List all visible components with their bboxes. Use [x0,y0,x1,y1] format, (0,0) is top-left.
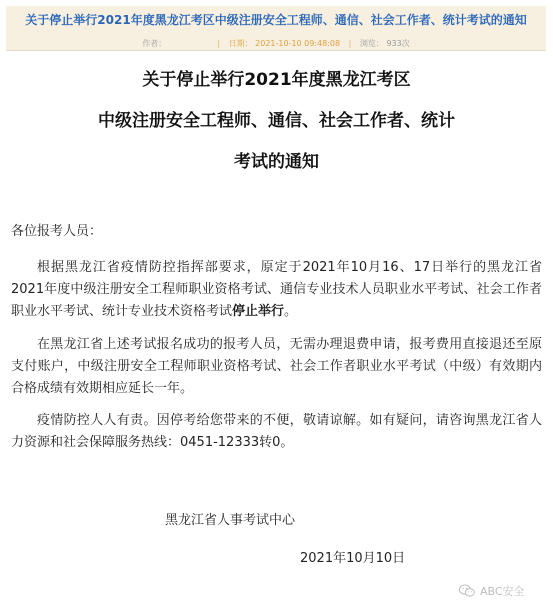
signature-date: 2021年10月10日 [300,551,406,566]
watermark-text: ABC安全 [480,585,525,598]
meta-separator: | [217,39,221,48]
salutation: 各位报考人员： [11,224,103,239]
views-label: 浏览： [359,39,384,48]
article-title: 关于停止举行2021年度黑龙江考区中级注册安全工程师、通信、社会工作者、统计考试的通知 [25,13,527,27]
paragraph-3: 疫情防控人人有责。因停考给您带来的不便，敬请谅解。如有疑问，请咨询黑龙江省人力资源和社会保障服务热线：0451-12333转0。 [11,413,542,450]
paragraph-1-text: 根据黑龙江省疫情防控指挥部要求，原定于2021年10月16、17日举行的黑龙江省2021年度中级注册安全工程师职业资格考试、通信专业技术人员职业水平考试、社会工作者职业水平考试、统计专业技术资格考试 [11,260,542,319]
wechat-icon [458,584,476,598]
views-value: 933次 [386,39,410,48]
document-title-line-1: 关于停止举行2021年度黑龙江考区 [142,70,411,90]
article-meta [6,38,546,49]
signature-organization: 黑龙江省人事考试中心 [165,513,296,528]
paragraph-1-end: 。 [284,304,298,319]
paragraph-2: 在黑龙江省上述考试报名成功的报考人员，无需办理退费申请，报考费用直接退还至原支付账户，中级注册安全工程师职业资格考试、社会工作者职业水平考试（中级）有效期内合格成绩有效期相应延长一年。 [11,337,542,396]
document-title-line-2: 中级注册安全工程师、通信、社会工作者、统计 [98,111,455,131]
date-value: 2021-10-10 09:48:08 [255,39,341,48]
article-header [6,6,546,51]
paragraph-1 [11,257,542,323]
wechat-watermark [458,583,525,599]
author-label: 作者： [142,39,167,48]
document-title-line-3: 考试的通知 [234,152,319,172]
meta-separator: | [348,39,352,48]
date-label: 日期： [228,39,253,48]
paragraph-1-emphasis: 停止举行 [232,304,285,319]
